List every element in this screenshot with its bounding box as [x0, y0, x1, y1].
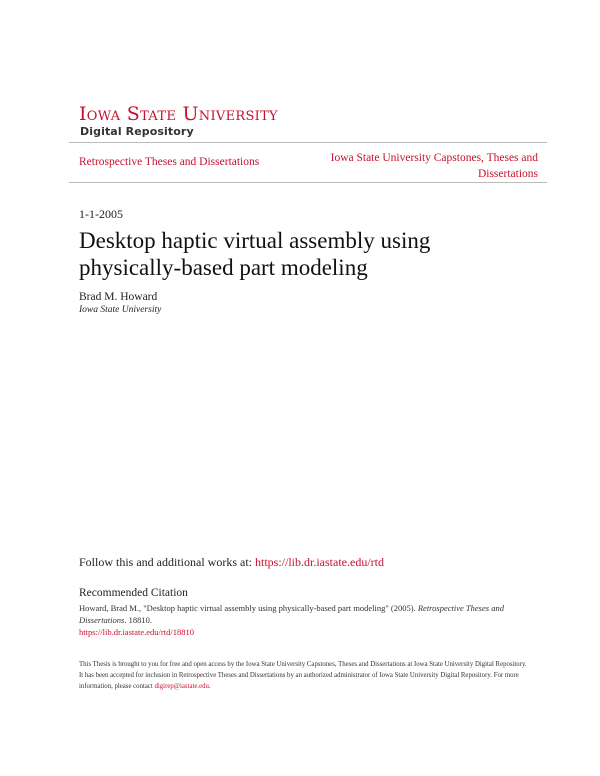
collection-link-left[interactable]: Retrospective Theses and Dissertations: [79, 156, 260, 168]
citation-link[interactable]: https://lib.dr.iastate.edu/rtd/18810: [79, 627, 194, 637]
contact-email-link[interactable]: digirep@iastate.edu: [154, 683, 209, 690]
document-title: Desktop haptic virtual assembly using physically-based part modeling: [79, 228, 431, 280]
author-name: Brad M. Howard: [79, 291, 158, 303]
publication-date: 1-1-2005: [79, 207, 123, 221]
citation-number: . 18810.: [124, 615, 152, 625]
follow-link[interactable]: https://lib.dr.iastate.edu/rtd: [255, 555, 384, 569]
author-affiliation: Iowa State University: [79, 305, 162, 315]
follow-line: [79, 555, 384, 570]
citation-block: [79, 602, 519, 638]
notice-text: This Thesis is brought to you for free and open access by the Iowa State University Capstones, Theses and Dissertations at Iowa State University Digital Repository. It has been accepted for inclusion in Retrospective Theses and Dissertations by an authorized administrator of Iowa State University Digital Repository. For more information, please contact: [79, 661, 527, 690]
citation-heading: Recommended Citation: [79, 587, 188, 599]
university-logo: Iowa State University: [79, 103, 278, 125]
citation-series: Retrospective Theses and Dissertations: [79, 603, 504, 625]
follow-text: Follow this and additional works at:: [79, 555, 252, 569]
collections-divider: [69, 182, 547, 183]
citation-text: Howard, Brad M., "Desktop haptic virtual assembly using physically-based part modeling" (2005).: [79, 603, 416, 613]
repository-name: Digital Repository: [80, 125, 194, 138]
access-notice: [79, 659, 527, 692]
notice-end: .: [208, 683, 211, 690]
header-divider: [69, 142, 547, 143]
collection-link-right[interactable]: Iowa State University Capstones, Theses and Dissertations: [330, 152, 538, 180]
